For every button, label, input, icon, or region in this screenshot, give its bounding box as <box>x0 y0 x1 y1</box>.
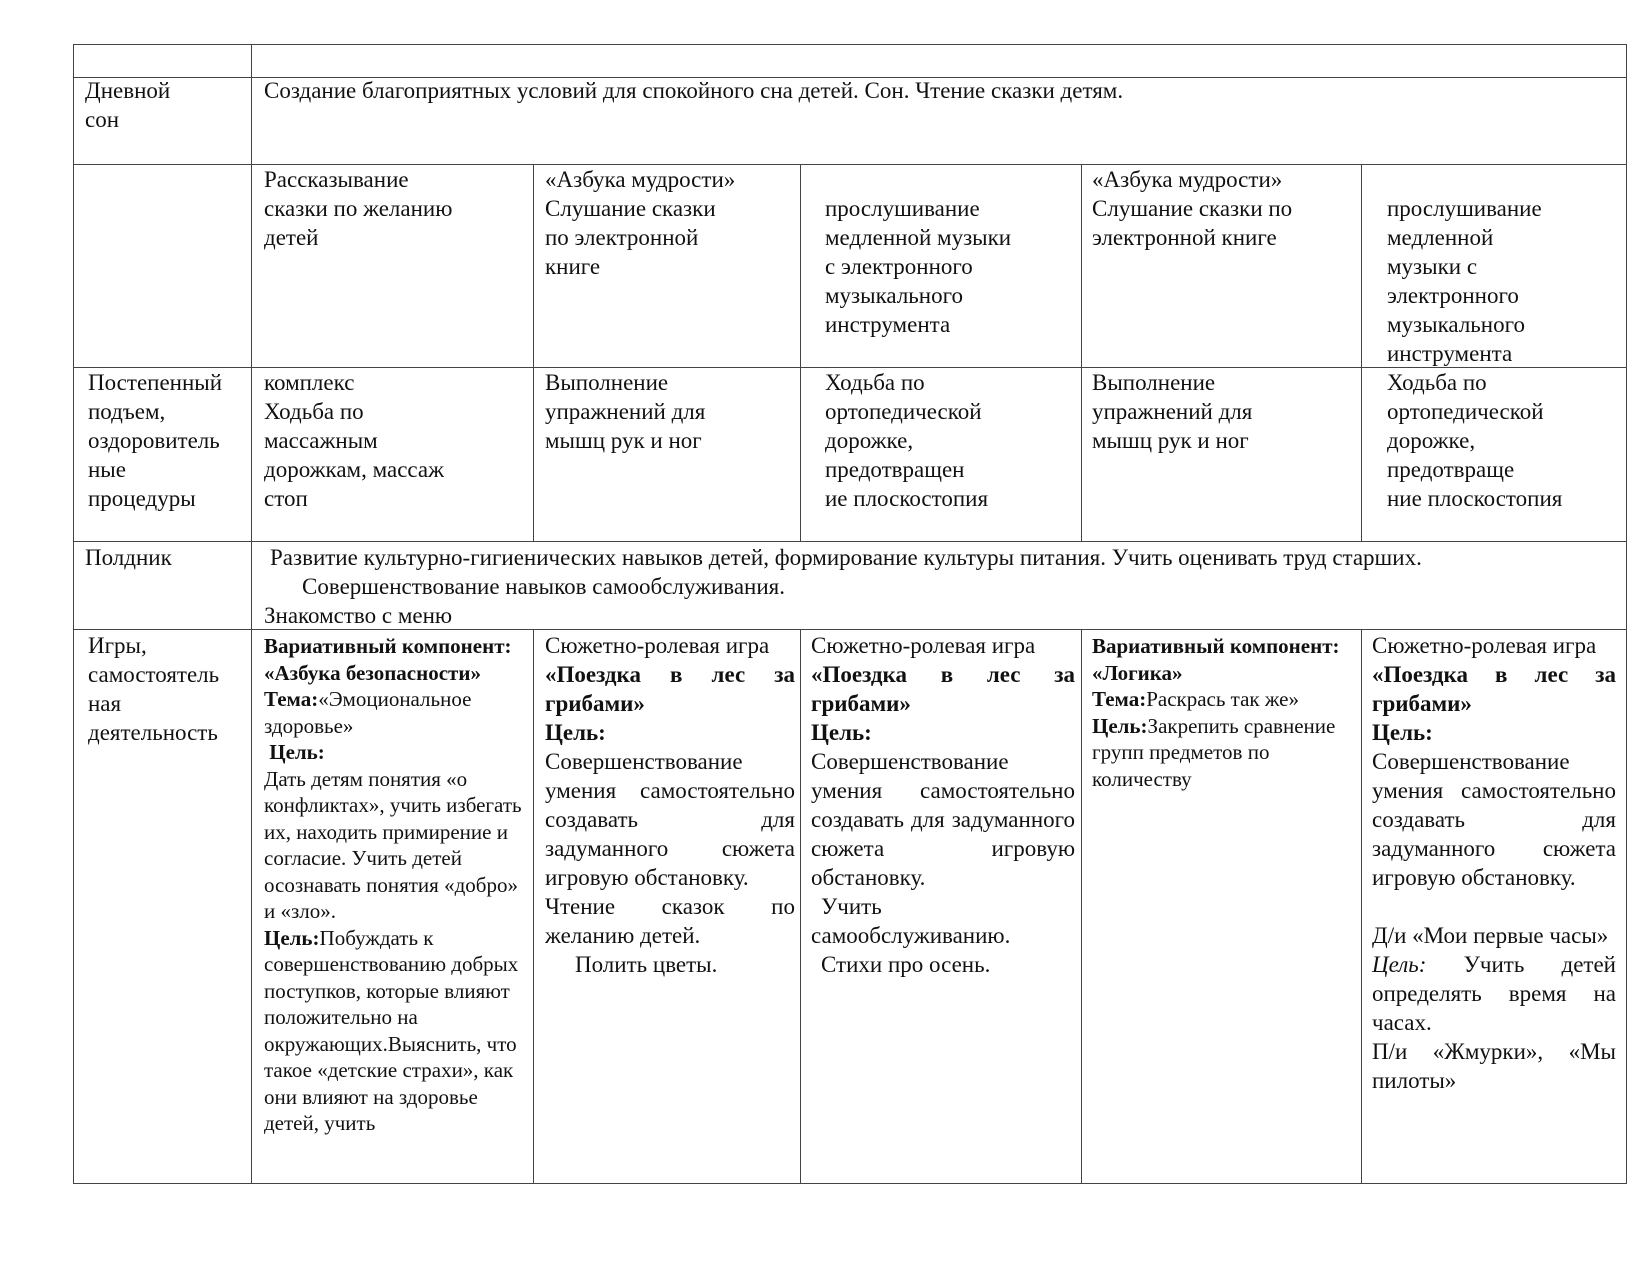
snack-label: Полдник <box>85 545 172 570</box>
games-c5-goal2-text: Учить детей определять время на часах. <box>1372 952 1616 1035</box>
table-border <box>1626 44 1627 1184</box>
games-c1-goal-label: Цель: <box>269 740 325 764</box>
games-c4-goal-text: Закрепить сравнение групп предметов по количеству <box>1092 713 1336 791</box>
column-divider <box>1081 164 1082 542</box>
wakeup-cell-4: Выполнение упражнений для мышц рук и ног <box>1092 370 1253 453</box>
games-c1-title: Вариативный компонент: «Азбука безопасности» <box>264 634 512 685</box>
games-col-5 <box>1372 631 1616 1095</box>
games-c4-theme: Раскрась так же» <box>1146 687 1299 711</box>
schedule-table <box>73 44 1627 1184</box>
games-c5-didactic: Д/и «Мои первые часы» <box>1372 923 1609 948</box>
games-c5-goal-label: Цель: <box>1372 720 1433 745</box>
column-divider <box>533 629 534 1184</box>
games-c1-theme-label: Тема: <box>264 687 319 711</box>
games-c2-title: «Поездка в лес за грибами» <box>545 662 795 716</box>
games-label: Игры, самостоятель ная деятельность <box>88 633 220 745</box>
games-c5-title: «Поездка в лес за грибами» <box>1372 662 1616 716</box>
games-col-4 <box>1092 633 1354 792</box>
nap-activity-5: прослушивание медленной музыки с электронного музыкального инструмента <box>1387 196 1542 366</box>
column-divider <box>800 629 801 1184</box>
column-divider <box>1361 164 1362 542</box>
games-c2-goal-label: Цель: <box>545 720 606 745</box>
games-c5-outdoor: П/и «Жмурки», «Мы пилоты» <box>1372 1039 1616 1093</box>
games-c5-goal2-label: Цель: <box>1372 952 1427 977</box>
games-c1-goal-text: Дать детям понятия «о конфликтах», учить избегать их, находить примирение и согласие. Учить детей осознавать понятия «добро» и «зло». <box>264 766 522 923</box>
snack-line-1: Развитие культурно-гигиенических навыков детей, формирование культуры питания. Учить оценивать труд старших. <box>270 545 1422 570</box>
row-divider <box>73 541 1627 542</box>
nap-description: Создание благоприятных условий для спокойного сна детей. Сон. Чтение сказки детям. <box>264 78 1124 103</box>
table-border <box>73 44 1627 45</box>
table-border <box>73 44 74 1184</box>
snack-line-3: Знакомство с меню <box>264 603 453 628</box>
column-divider <box>1361 629 1362 1184</box>
games-col-1 <box>264 633 526 1137</box>
nap-activity-4: «Азбука мудрости» Слушание сказки по электронной книге <box>1092 167 1293 250</box>
wakeup-cell-1: комплекс Ходьба по массажным дорожкам, массаж стоп <box>264 370 445 511</box>
games-c1-goal2-text: Побуждать к совершенствованию добрых поступков, которые влияют положительно на окружающих.Выяснить, что такое «детские страхи», как они влияют на здоровье детей, учить <box>264 925 519 1135</box>
games-col-3 <box>811 631 1075 979</box>
games-col-2 <box>545 631 795 979</box>
table-border <box>73 1183 1627 1184</box>
games-c2-flowers: Полить цветы. <box>575 952 718 977</box>
games-c2-goal-text: Совершенствование умения самостоятельно создавать для задуманного сюжета игровую обстановку. <box>545 749 795 890</box>
games-c1-goal2-label: Цель: <box>264 925 320 950</box>
wakeup-cell-3: Ходьба по ортопедической дорожке, предотвращен ие плоскостопия <box>825 370 989 511</box>
games-c5-goal-text: Совершенствование умения самостоятельно создавать для задуманного сюжета игровую обстановку. <box>1372 749 1616 890</box>
column-divider <box>800 164 801 542</box>
games-c3-goal-text: Совершенствование умения самостоятельно создавать для задуманного сюжета игровую обстановку. <box>811 749 1075 890</box>
nap-activity-3: прослушивание медленной музыки с электронного музыкального инструмента <box>825 196 1012 337</box>
games-c3-title: «Поездка в лес за грибами» <box>811 662 1075 716</box>
nap-activity-1: Рассказывание сказки по желанию детей <box>264 167 453 250</box>
games-c3-poems: Стихи про осень. <box>821 952 991 977</box>
games-c4-title: Вариативный компонент: «Логика» <box>1092 634 1340 685</box>
games-c4-theme-label: Тема: <box>1092 687 1147 711</box>
wakeup-cell-2: Выполнение упражнений для мышц рук и ног <box>545 370 706 453</box>
column-divider <box>533 164 534 542</box>
games-c3-teach: Учить самообслуживанию. <box>811 894 1011 948</box>
games-c2-intro: Сюжетно-ролевая игра <box>545 633 770 658</box>
table-border <box>251 44 252 1184</box>
games-c1-theme: «Эмоциональное здоровье» <box>264 687 472 738</box>
games-c3-intro: Сюжетно-ролевая игра <box>811 633 1036 658</box>
nap-label: Дневной сон <box>85 78 171 132</box>
games-c2-reading: Чтение сказок по желанию детей. <box>545 894 795 948</box>
snack-line-2: Совершенствование навыков самообслуживания. <box>302 574 785 599</box>
games-c3-goal-label: Цель: <box>811 720 872 745</box>
games-c4-goal-label: Цель: <box>1092 713 1148 738</box>
wakeup-label: Постепенный подъем, оздоровитель ные процедуры <box>88 370 223 511</box>
column-divider <box>1081 629 1082 1184</box>
games-c5-intro: Сюжетно-ролевая игра <box>1372 633 1597 658</box>
nap-activity-2: «Азбука мудрости» Слушание сказки по электронной книге <box>545 167 736 279</box>
wakeup-cell-5: Ходьба по ортопедической дорожке, предотвраще ние плоскостопия <box>1387 370 1563 511</box>
